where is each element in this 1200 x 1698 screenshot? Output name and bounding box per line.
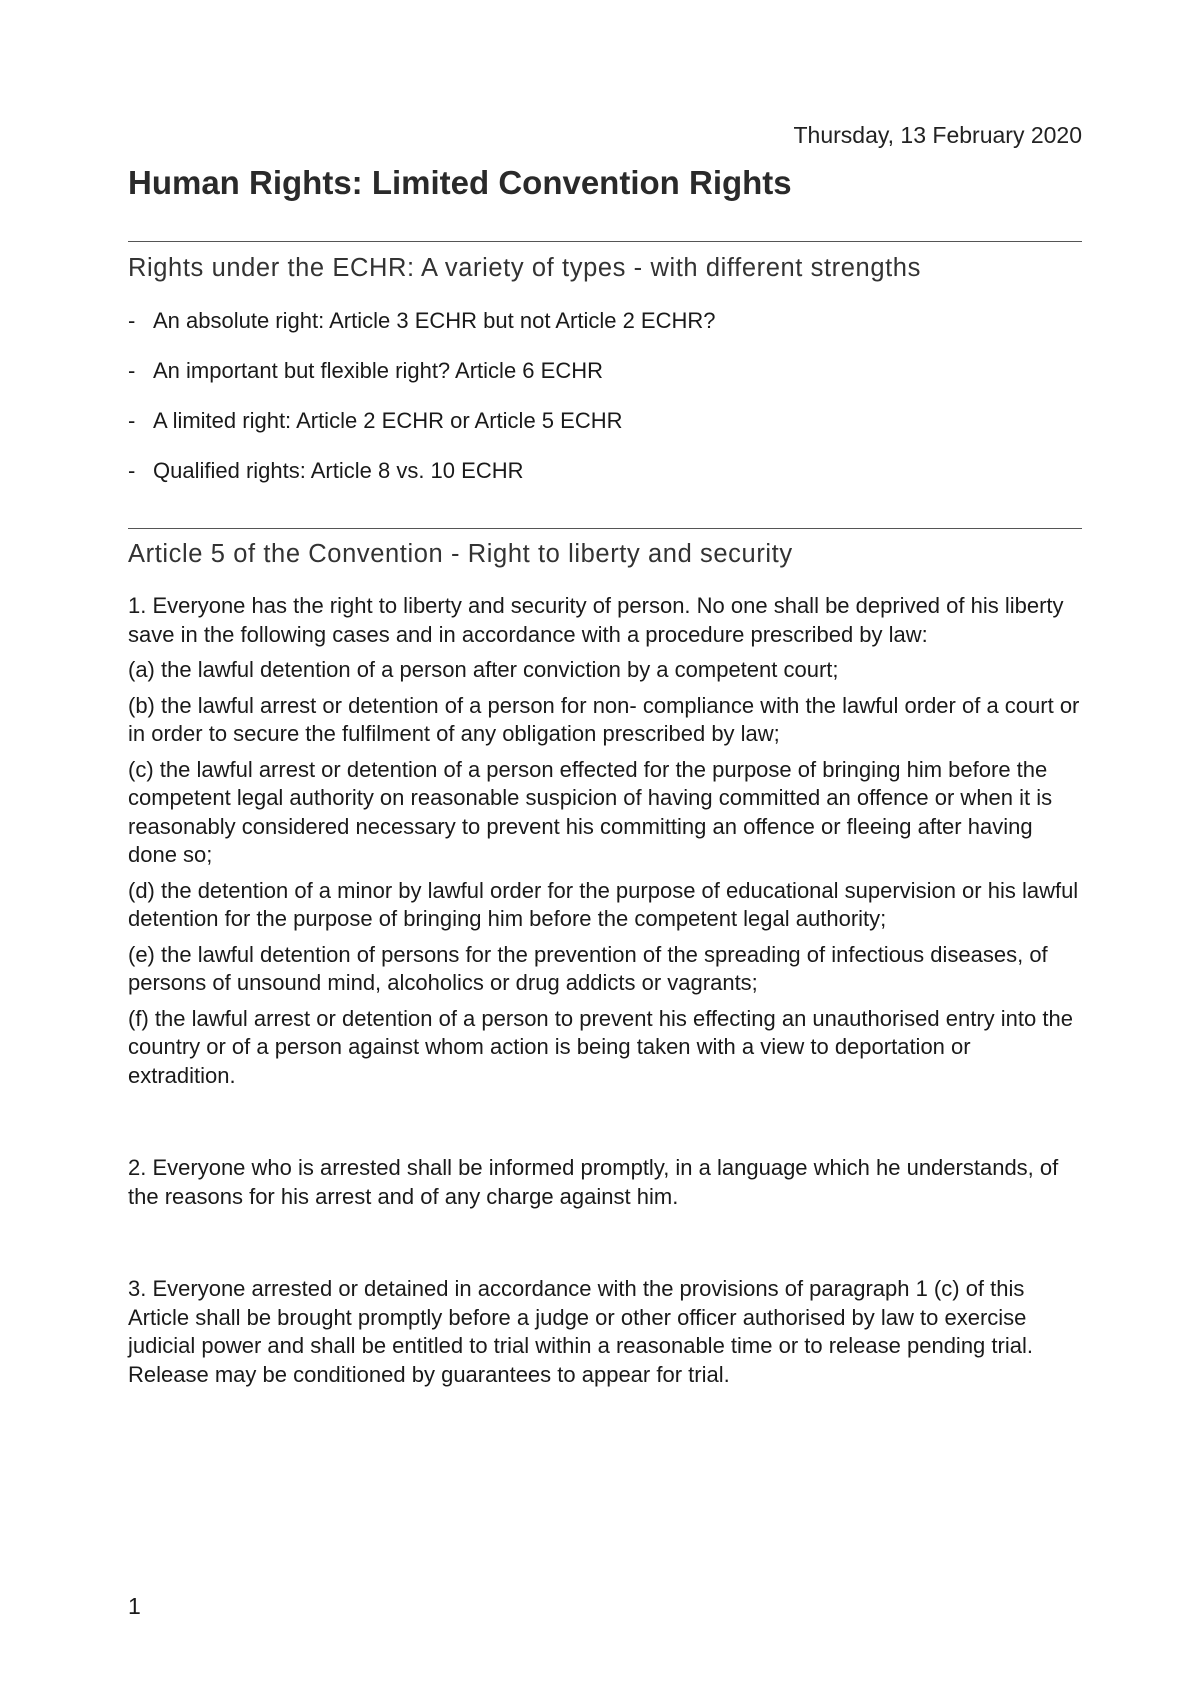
article-paragraph-3: [128, 1275, 1082, 1389]
bullet-dash: -: [128, 358, 136, 383]
paragraph-number: 3: [128, 1276, 141, 1301]
bullet-dash: -: [128, 308, 136, 333]
article-item-d: [128, 877, 1082, 934]
paragraph-number: 2: [128, 1155, 141, 1180]
list-item-text: Qualified rights: Article 8 vs. 10 ECHR: [153, 458, 524, 483]
item-label: (c): [128, 756, 154, 782]
page-title: Human Rights: Limited Convention Rights: [128, 164, 792, 201]
article-item-e: [128, 941, 1082, 998]
bullet-dash: -: [128, 458, 136, 483]
item-label: (f): [128, 1005, 149, 1031]
section-divider: [128, 528, 1082, 529]
spacer: [128, 1097, 1082, 1154]
paragraph-number: 1: [128, 593, 141, 618]
article-paragraph-2: [128, 1154, 1082, 1211]
paragraph-text: . Everyone who is arrested shall be informed promptly, in a language which he understands, of the reasons for his arrest and of any charge against him.: [128, 1155, 1059, 1209]
item-text: the lawful arrest or detention of a person for non- compliance with the lawful order of a court or in order to secure the fulfilment of any obligation prescribed by law;: [128, 692, 1080, 746]
item-text: the lawful arrest or detention of a person to prevent his effecting an unauthorised entry into the country or of a person against whom action is being taken with a view to deportation or extradition.: [128, 1005, 1073, 1088]
spacer: [128, 1218, 1082, 1275]
document-date: Thursday, 13 February 2020: [793, 122, 1082, 148]
list-item-text: An absolute right: Article 3 ECHR but not Article 2 ECHR?: [153, 308, 716, 333]
article-item-b: [128, 692, 1082, 749]
bullet-dash: -: [128, 408, 136, 433]
item-text: the lawful detention of persons for the prevention of the spreading of infectious diseases, of persons of unsound mind, alcoholics or drug addicts or vagrants;: [128, 941, 1048, 995]
item-text: the detention of a minor by lawful order for the purpose of educational supervision or his lawful detention for the purpose of bringing him before the competent legal authority;: [128, 877, 1079, 931]
article-item-f: [128, 1005, 1082, 1091]
article-item-a: [128, 656, 1082, 685]
section-heading-article-5: Article 5 of the Convention - Right to liberty and security: [128, 540, 793, 568]
section-heading-rights-types: Rights under the ECHR: A variety of types - with different strengths: [128, 254, 921, 282]
item-label: (e): [128, 941, 155, 967]
paragraph-text: . Everyone arrested or detained in accordance with the provisions of paragraph 1 (c) of this Article shall be brought promptly before a judge or other officer authorised by law to exercise judicial power and shall be entitled to trial within a reasonable time or to release pending trial. Release may be conditioned by guarantees to appear for trial.: [128, 1276, 1033, 1387]
item-text: the lawful detention of a person after conviction by a competent court;: [154, 657, 839, 682]
article-paragraph-1: [128, 592, 1082, 649]
list-item-text: A limited right: Article 2 ECHR or Article 5 ECHR: [153, 408, 623, 433]
item-label: (d): [128, 877, 155, 903]
paragraph-text: . Everyone has the right to liberty and security of person. No one shall be deprived of his liberty save in the following cases and in accordance with a procedure prescribed by law:: [128, 593, 1064, 647]
item-label: (a): [128, 657, 155, 682]
list-item-text: An important but flexible right? Article 6 ECHR: [153, 358, 603, 383]
article-item-c: [128, 756, 1082, 870]
section-divider: [128, 241, 1082, 242]
item-label: (b): [128, 692, 155, 718]
article-5-text: [128, 592, 1082, 1396]
item-text: the lawful arrest or detention of a person effected for the purpose of bringing him before the competent legal authority on reasonable suspicion of having committed an offence or when it is reasonably considered necessary to prevent his committing an offence or fleeing after having done so;: [128, 756, 1053, 867]
page-number: 1: [128, 1593, 141, 1619]
